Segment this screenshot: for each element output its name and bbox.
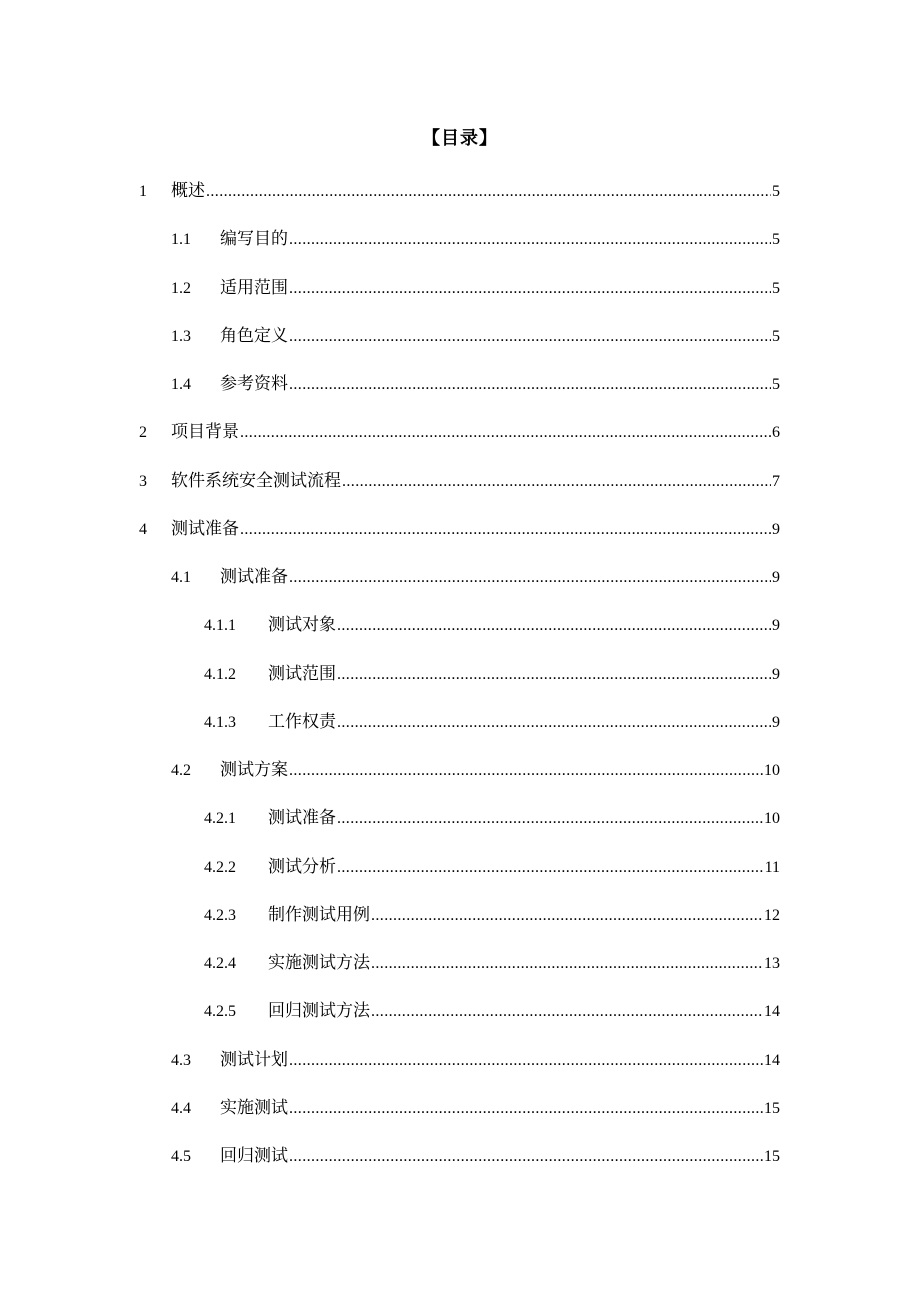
toc-section-number: 4.4	[171, 1099, 191, 1117]
toc-section-title: 测试范围	[268, 663, 336, 684]
toc-page-number: 9	[772, 569, 780, 586]
toc-entry-line	[204, 659, 780, 684]
toc-entry-line	[204, 852, 780, 877]
toc-page-number: 15	[764, 1099, 780, 1117]
toc-section-number: 4.2.4	[204, 955, 236, 972]
toc-entry-line	[171, 369, 780, 394]
toc-entry-line	[204, 707, 780, 732]
toc-section-title: 测试准备	[171, 518, 239, 539]
toc-entry[interactable]	[0, 462, 920, 510]
toc-section-number: 1.3	[171, 327, 191, 345]
toc-section-number: 3	[139, 472, 147, 490]
toc-entry-line	[204, 900, 780, 925]
toc-section-number: 4.2.2	[204, 858, 236, 876]
toc-dot-leader	[289, 1148, 763, 1166]
toc-entry-line	[139, 176, 780, 201]
toc-entry-line	[139, 417, 780, 442]
toc-entry-line	[171, 1045, 780, 1070]
toc-entry-line	[171, 273, 780, 298]
toc-entry-line	[204, 803, 780, 828]
toc-section-title: 项目背景	[171, 422, 239, 443]
toc-dot-leader	[289, 569, 771, 587]
toc-page-number: 6	[772, 424, 780, 442]
toc-dot-leader	[289, 1100, 763, 1118]
toc-entry[interactable]	[0, 848, 920, 896]
toc-dot-leader	[337, 666, 771, 684]
toc-section-number: 4.2.1	[204, 810, 236, 828]
toc-entry[interactable]	[0, 413, 920, 461]
toc-dot-leader	[289, 328, 771, 346]
toc-entry[interactable]	[0, 317, 920, 365]
toc-entry-line	[171, 1141, 780, 1166]
toc-dot-leader	[371, 955, 763, 973]
toc-entry[interactable]	[0, 799, 920, 847]
toc-section-number: 4	[139, 520, 147, 538]
toc-entry-line	[171, 562, 780, 587]
toc-section-title: 实施测试	[220, 1097, 288, 1118]
toc-page-number: 14	[764, 1051, 780, 1069]
toc-section-title: 测试分析	[268, 856, 336, 877]
toc-section-number: 1.2	[171, 279, 191, 297]
toc-page-number: 10	[764, 762, 780, 779]
toc-page-number: 5	[772, 279, 780, 297]
toc-entry-line	[139, 466, 780, 491]
toc-entry-line	[171, 755, 780, 780]
toc-list	[0, 172, 920, 1185]
toc-page-number: 7	[772, 472, 780, 490]
toc-section-title: 回归测试方法	[268, 1001, 370, 1022]
toc-section-number: 4.2.3	[204, 906, 236, 924]
toc-section-title: 角色定义	[220, 325, 288, 346]
toc-entry[interactable]	[0, 944, 920, 992]
toc-page-number: 5	[772, 376, 780, 393]
toc-page-number: 11	[764, 858, 780, 876]
toc-entry[interactable]	[0, 655, 920, 703]
toc-section-number: 4.1	[171, 569, 191, 586]
toc-entry[interactable]	[0, 1137, 920, 1185]
toc-entry-line	[204, 996, 780, 1021]
toc-page-number: 12	[764, 906, 780, 924]
toc-entry-line	[171, 1093, 780, 1118]
toc-section-number: 4.1.3	[204, 713, 236, 731]
toc-entry[interactable]	[0, 269, 920, 317]
toc-dot-leader	[337, 714, 771, 732]
toc-section-title: 制作测试用例	[268, 904, 370, 925]
toc-page-number: 9	[772, 665, 780, 683]
toc-entry[interactable]	[0, 1041, 920, 1089]
toc-section-number: 4.5	[171, 1148, 191, 1165]
toc-section-title: 测试准备	[220, 567, 288, 587]
toc-section-title: 适用范围	[220, 277, 288, 298]
toc-page-number: 5	[772, 327, 780, 345]
toc-section-title: 概述	[171, 181, 205, 201]
toc-page-number: 14	[764, 1003, 780, 1021]
toc-section-number: 4.2	[171, 762, 191, 779]
toc-entry-line	[139, 514, 780, 539]
toc-section-number: 1.4	[171, 376, 191, 393]
toc-page-number: 15	[764, 1148, 780, 1165]
toc-page-number: 9	[772, 617, 780, 635]
toc-section-number: 4.1.1	[204, 617, 236, 635]
toc-page-number: 9	[772, 713, 780, 731]
toc-entry[interactable]	[0, 606, 920, 654]
toc-dot-leader	[206, 183, 771, 201]
toc-entry[interactable]	[0, 751, 920, 799]
toc-entry[interactable]	[0, 172, 920, 220]
toc-section-number: 4.2.5	[204, 1003, 236, 1021]
toc-dot-leader	[240, 424, 771, 442]
toc-dot-leader	[371, 907, 763, 925]
toc-page-number: 9	[772, 520, 780, 538]
toc-dot-leader	[337, 859, 764, 877]
toc-section-title: 工作权责	[268, 711, 336, 732]
toc-section-number: 1.1	[171, 231, 191, 249]
toc-entry[interactable]	[0, 365, 920, 413]
toc-entry[interactable]	[0, 510, 920, 558]
toc-section-title: 编写目的	[220, 229, 288, 250]
toc-dot-leader	[289, 1052, 763, 1070]
toc-title: 【目录】	[422, 128, 498, 149]
toc-section-title: 测试计划	[220, 1049, 288, 1070]
toc-dot-leader	[337, 810, 763, 828]
toc-dot-leader	[240, 521, 771, 539]
toc-dot-leader	[289, 280, 771, 298]
toc-section-title: 测试对象	[268, 615, 336, 636]
toc-entry-line	[171, 224, 780, 249]
toc-page-number: 13	[764, 955, 780, 972]
toc-section-number: 2	[139, 424, 147, 442]
toc-entry[interactable]	[0, 220, 920, 268]
toc-section-number: 4.3	[171, 1051, 191, 1069]
toc-entry[interactable]	[0, 703, 920, 751]
toc-page-number: 5	[772, 183, 780, 200]
toc-dot-leader	[289, 762, 763, 780]
toc-section-number: 1	[139, 183, 147, 200]
toc-section-title: 测试方案	[220, 760, 288, 780]
toc-entry[interactable]	[0, 896, 920, 944]
toc-entry[interactable]	[0, 1089, 920, 1137]
toc-entry[interactable]	[0, 558, 920, 606]
toc-section-title: 软件系统安全测试流程	[171, 470, 341, 491]
toc-dot-leader	[371, 1003, 763, 1021]
toc-page-number: 5	[772, 231, 780, 249]
toc-section-title: 回归测试	[220, 1146, 288, 1166]
toc-dot-leader	[289, 376, 771, 394]
toc-entry-line	[204, 948, 780, 973]
toc-page-number: 10	[764, 810, 780, 828]
toc-dot-leader	[337, 617, 771, 635]
toc-dot-leader	[342, 473, 771, 491]
toc-section-title: 测试准备	[268, 808, 336, 829]
toc-section-title: 实施测试方法	[268, 953, 370, 973]
toc-entry[interactable]	[0, 992, 920, 1040]
toc-section-number: 4.1.2	[204, 665, 236, 683]
toc-entry-line	[204, 610, 780, 635]
toc-dot-leader	[289, 231, 771, 249]
toc-entry-line	[171, 321, 780, 346]
toc-section-title: 参考资料	[220, 374, 288, 394]
